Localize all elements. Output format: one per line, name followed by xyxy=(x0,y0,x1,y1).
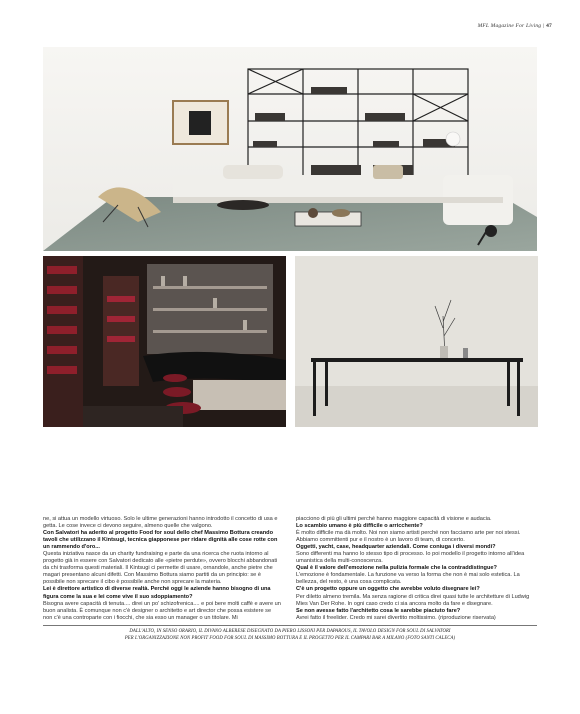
interview-question: Lei è direttore artistico di diverse realtà. Perché oggi le aziende hanno bisogno di una figura come la sua e lei come vive il suo sdoppiamento? xyxy=(43,586,271,600)
bar-interior-photo xyxy=(43,256,286,427)
interview-question: Con Salvatori ha aderito al progetto Food for soul dello chef Massimo Bottura creando tavoli che utilizzano il Kintsugi, tecnica giapponese per ridare dignità alle cose rotte con un rammendo d'oro... xyxy=(43,530,278,551)
paragraph: Questa iniziativa nasce da un charity fundraising e parte da una ricerca che ruota intorno al progetto già in essere con Salvatori dedicato alle «pietre perdute», ovvero blocchi abbandonati da chi trasforma questi materiali. Il Kintsugi ci permette di usare, ornandole, anche pietre che magari presentano alcuni difetti. Con Massimo Bottura siamo partiti da un principio: se è possibile non sprecare il cibo è possibile anche non sprecare la materia. xyxy=(43,551,278,586)
interview-question: Se non avesse fatto l'architetto cosa le sarebbe piaciuto fare? xyxy=(296,607,461,614)
paragraph: ne, si attua un modello virtuoso. Solo le ultime generazioni hanno introdotto il concetto di usa e getta. Le cose invece ci devono seguire, almeno quelle che valgono. xyxy=(43,516,278,530)
interview-question: Lo scambio umano è più difficile o arricchente? xyxy=(296,523,423,530)
paragraph: Avrei fatto il freelider. Credo mi sarei divertito moltissimo. (riproduzione riservata) xyxy=(296,614,496,621)
caption-line: DALL'ALTO, IN SENSO ORARIO, IL DIVANO ALBERESE DISEGNATO DA PIERO LISSONI PER DAPAROUS, IL TAVOLO DESIGN FOR SOUL DI SALVATORI xyxy=(129,629,451,634)
interview-question: C'è un progetto oppure un oggetto che avrebbe voluto disegnare lei? xyxy=(296,586,480,593)
paragraph: L'emozione è fondamentale. La funzione va verso la forma che non è mai solo estetica. La bellezza, del resto, è una cosa complicata. xyxy=(296,572,520,586)
paragraph: Sono differenti ma hanno lo stesso tipo di processo. Io poi modello il progetto intorno all'idea umanistica della multi-conoscenza. xyxy=(296,551,525,565)
article-column-left xyxy=(43,516,281,622)
article-column-right xyxy=(296,516,534,622)
publication-name: MFL Magazine For Living xyxy=(477,23,542,29)
living-room-sofa-photo xyxy=(43,47,537,251)
header-separator: | xyxy=(541,23,547,29)
page-header xyxy=(478,23,552,29)
caption-line: PER L'ORGANIZZAZIONE NON PROFIT FOOD FOR SOUL DI MASSIMO BOTTURA E IL PROGETTO PER IL CAMPARI BAR A MILANO (FOTO SANTI CALECA) xyxy=(124,635,456,641)
paragraph: Per diletto almeno tremila. Ma senza ragione di critica direi quasi tutte le architetture di Ludwig Mies Van Der Rohe. In ogni caso credo ci sia ancora molto da fare e disegnare. xyxy=(296,593,530,607)
paragraph: È molto difficile ma dà molto. Noi non siamo artisti perché non facciamo arte per noi stessi. Abbiamo committenti pur e il nostro è un lavoro di team, di concerto. xyxy=(296,530,521,544)
photo-caption xyxy=(43,625,537,642)
page-number: 47 xyxy=(546,23,552,29)
interview-question: Qual è il valore dell'emozione nella pulizia formale che la contraddistingue? xyxy=(296,565,497,572)
paragraph: Bisogna avere capacità di tenuta.... direi un po' schizofrenica.... e poi bere molti caffè e avere un buon analista. È comunque non c'è designer o architetto e art director che possa esistere se non c'è una controparte con i fiocchi, che sia esso un manager o un titolare. Mi xyxy=(43,600,281,621)
paragraph: piacciono di più gli ultimi perché hanno maggiore capacità di visione e audacia. xyxy=(296,516,492,522)
interview-question: Oggetti, yacht, case, headquarter aziendali. Come coniuga i diversi mondi? xyxy=(296,544,496,551)
marble-table-photo xyxy=(295,256,538,427)
